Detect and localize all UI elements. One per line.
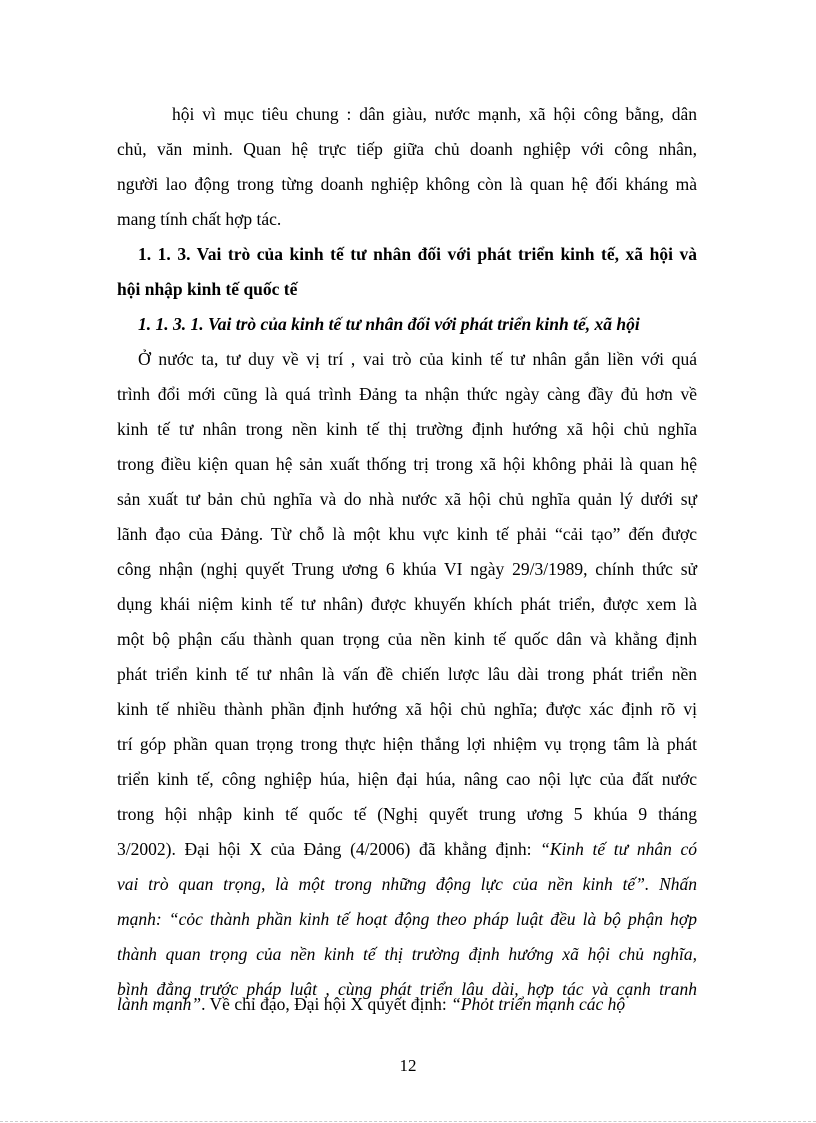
paragraph-line: công nhận (nghị quyết Trung ương 6 khúa VI ngày 29/3/1989, chính thức sử: [117, 559, 697, 579]
paragraph-line: dụng khái niệm kinh tế tư nhân) được khuyến khích phát triển, được xem là: [117, 594, 697, 614]
paragraph-text: . Về chỉ đạo, Đại hội X quyết định:: [201, 994, 452, 1014]
paragraph-line: kinh tế nhiều thành phần định hướng xã hội chủ nghĩa; được xác định rõ vị: [117, 699, 697, 719]
paragraph-line: sản xuất tư bản chủ nghĩa và do nhà nước xã hội chủ nghĩa quản lý dưới sự: [117, 489, 697, 509]
section-heading: hội nhập kinh tế quốc tế: [117, 279, 298, 299]
paragraph-line: mang tính chất hợp tác.: [117, 209, 282, 229]
paragraph-line: triển kinh tế, công nghiệp húa, hiện đại húa, nâng cao nội lực của đất nước: [117, 769, 697, 789]
quote-text: “Phỏt triển mạnh các hộ: [451, 994, 626, 1014]
paragraph-line: hội vì mục tiêu chung : dân giàu, nước mạnh, xã hội công bằng, dân: [172, 104, 697, 124]
paragraph-line: lãnh đạo của Đảng. Từ chỗ là một khu vực kinh tế phải “cải tạo” đến được: [117, 524, 697, 544]
paragraph-line: một bộ phận cấu thành quan trọng của nền kinh tế quốc dân và khẳng định: [117, 629, 697, 649]
quote-line: thành quan trọng của nền kinh tế thị trường định hướng xã hội chủ nghĩa,: [117, 944, 697, 964]
paragraph-line: kinh tế tư nhân trong nền kinh tế thị trường định hướng xã hội chủ nghĩa: [117, 419, 697, 439]
quote-text: lành mạnh”: [117, 994, 202, 1014]
quote-line: mạnh: “cỏc thành phần kinh tế hoạt động theo pháp luật đều là bộ phận hợp: [117, 909, 697, 929]
paragraph-text: 3/2002). Đại hội X của Đảng (4/2006) đã khẳng định:: [117, 839, 541, 859]
quote-line: bình đẳng trước pháp luật , cùng phát triển lâu dài, hợp tác và cạnh tranh: [117, 979, 697, 999]
paragraph-line: trong hội nhập kinh tế quốc tế (Nghị quyết trung ương 5 khúa 9 tháng: [117, 804, 697, 824]
paragraph-line: trí góp phần quan trọng trong thực hiện thắng lợi nhiệm vụ trọng tâm là phát: [117, 734, 697, 754]
paragraph-line: người lao động trong từng doanh nghiệp không còn là quan hệ đối kháng mà: [117, 174, 697, 194]
paragraph-line: [117, 993, 697, 1015]
page-number: 12: [399, 1056, 417, 1075]
section-heading: 1. 1. 3. Vai trò của kinh tế tư nhân đối với phát triển kinh tế, xã hội và: [138, 244, 697, 264]
quote-line: vai trò quan trọng, là một trong những động lực của nền kinh tế”. Nhấn: [117, 874, 697, 894]
quote-text: “Kinh tế tư nhân có: [540, 839, 697, 859]
paragraph-line: [117, 838, 697, 860]
subsection-heading: 1. 1. 3. 1. Vai trò của kinh tế tư nhân đối với phát triển kinh tế, xã hội: [138, 314, 640, 334]
page-divider: [0, 1121, 816, 1122]
paragraph-line: trình đổi mới cũng là quá trình Đảng ta nhận thức ngày càng đầy đủ hơn về: [117, 384, 697, 404]
paragraph-line: chủ, văn minh. Quan hệ trực tiếp giữa chủ doanh nghiệp với công nhân,: [117, 139, 697, 159]
paragraph-line: trong điều kiện quan hệ sản xuất thống trị trong xã hội không phải là quan hệ: [117, 454, 697, 474]
paragraph-line: phát triển kinh tế tư nhân là vấn đề chiến lược lâu dài trong phát triển nền: [117, 664, 697, 684]
paragraph-line: Ở nước ta, tư duy về vị trí , vai trò của kinh tế tư nhân gắn liền với quá: [138, 349, 697, 369]
